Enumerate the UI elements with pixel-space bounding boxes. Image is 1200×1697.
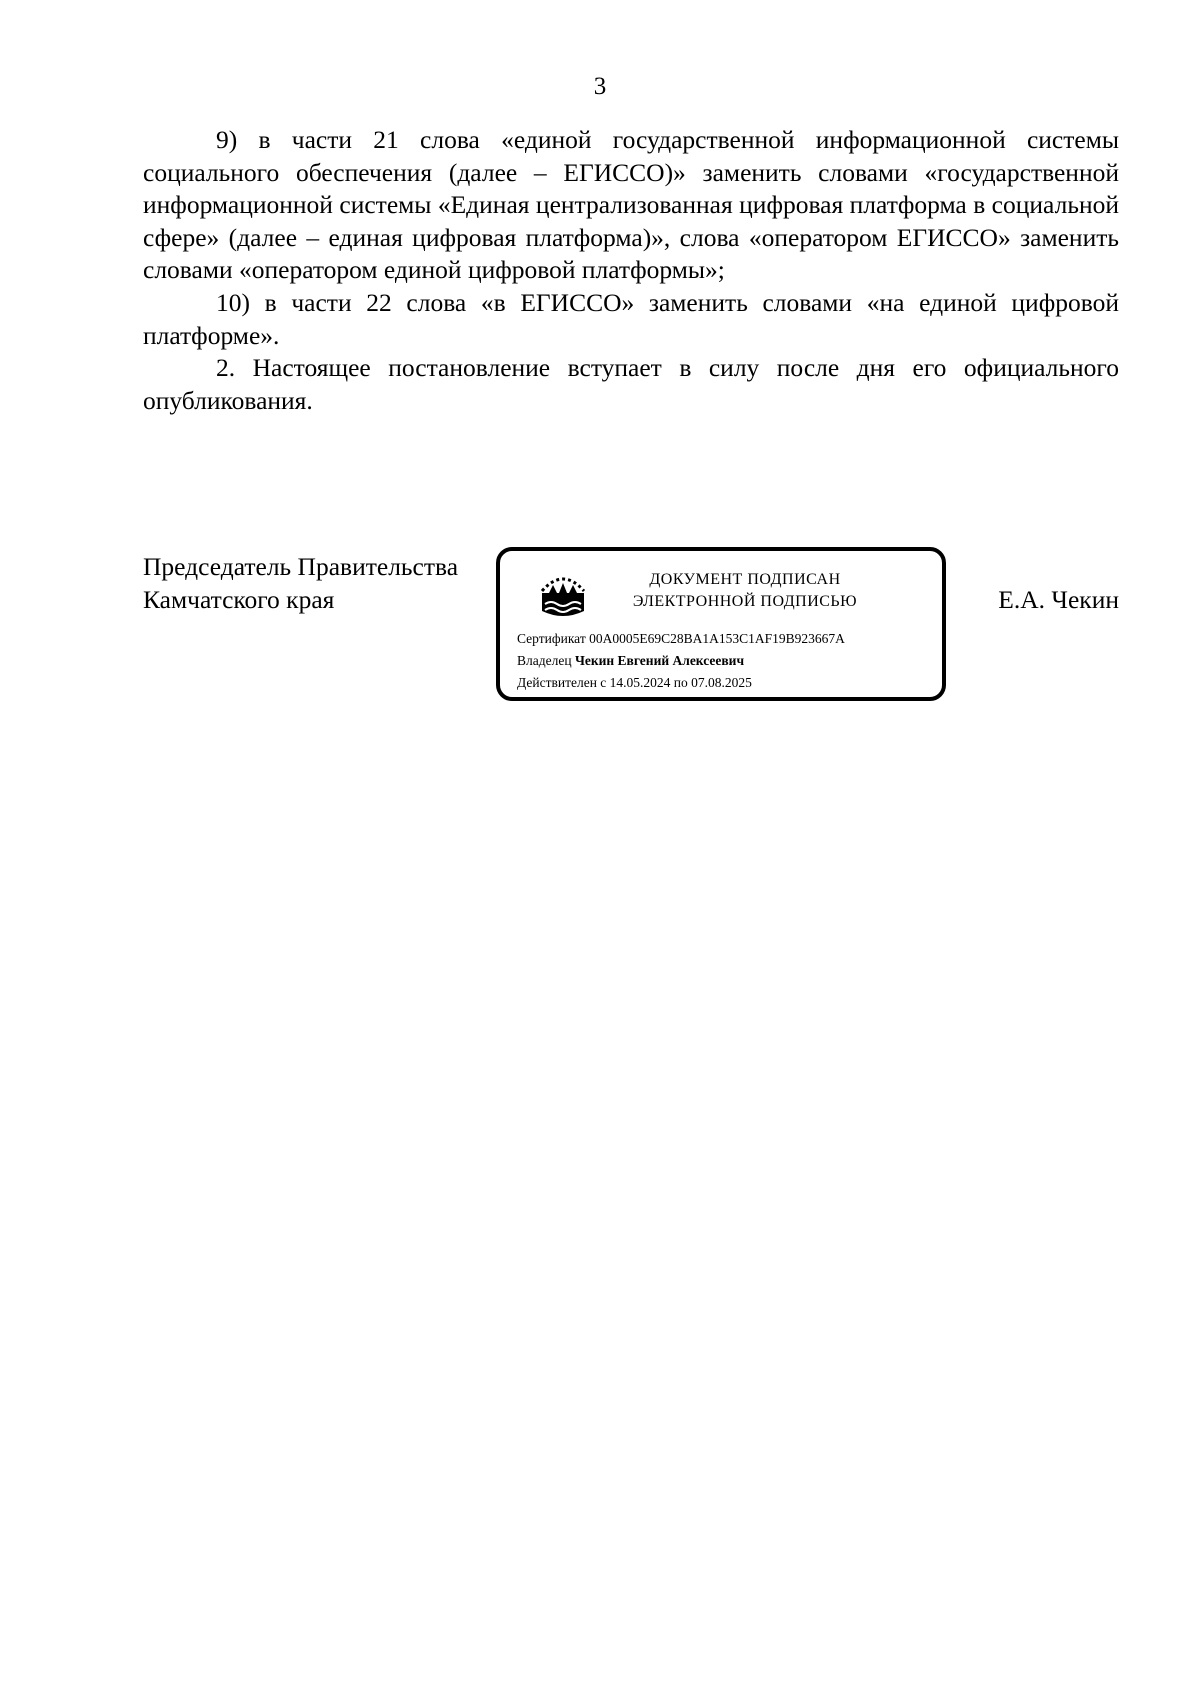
- paragraph-item-9: 9) в части 21 слова «единой государственной информационной системы социального обеспечения (далее – ЕГИССО)» заменить словами «государственной информационной системы «Единая централизованная цифровая платформа в социальной сфере» (далее – единая цифровая платформа)», слова «оператором ЕГИССО» заменить словами «оператором единой цифровой платформы»;: [143, 125, 1119, 285]
- stamp-title: [610, 569, 880, 613]
- stamp-owner-label: Владелец: [517, 653, 572, 668]
- page-number: 3: [593, 73, 607, 100]
- stamp-title-line1: ДОКУМЕНТ ПОДПИСАН: [649, 571, 841, 588]
- stamp-valid-to: 07.08.2025: [691, 675, 752, 690]
- paragraph-item-10: 10) в части 22 слова «в ЕГИССО» заменить словами «на единой цифровой платформе».: [143, 287, 1119, 350]
- stamp-valid-from: 14.05.2024: [609, 675, 671, 690]
- signatory-position-line2: Камчатского края: [143, 584, 335, 614]
- paragraph-point-2: 2. Настоящее постановление вступает в силу после дня его официального опубликования.: [143, 353, 1119, 415]
- stamp-owner-value: Чекин Евгений Алексеевич: [574, 653, 745, 668]
- stamp-certificate-label: Сертификат: [517, 631, 586, 646]
- stamp-owner-row: [517, 650, 845, 672]
- document-body: [143, 124, 1119, 417]
- stamp-certificate-value: 00A0005E69C28BA1A153C1AF19B923667A: [589, 631, 845, 646]
- stamp-details: [517, 628, 845, 694]
- stamp-title-line2: ЭЛЕКТРОННОЙ ПОДПИСЬЮ: [632, 593, 858, 610]
- kamchatka-coat-of-arms-icon: [536, 571, 590, 625]
- stamp-valid-to-label: по: [673, 675, 688, 690]
- signatory-name: Е.А. Чекин: [998, 585, 1119, 614]
- stamp-validity-row: [517, 672, 845, 694]
- electronic-signature-stamp: [496, 547, 946, 701]
- stamp-valid-from-label: Действителен с: [517, 675, 607, 690]
- signatory-position-line1: Председатель Правительства: [143, 552, 459, 581]
- stamp-certificate-row: [517, 628, 845, 650]
- signatory-position: [143, 551, 458, 616]
